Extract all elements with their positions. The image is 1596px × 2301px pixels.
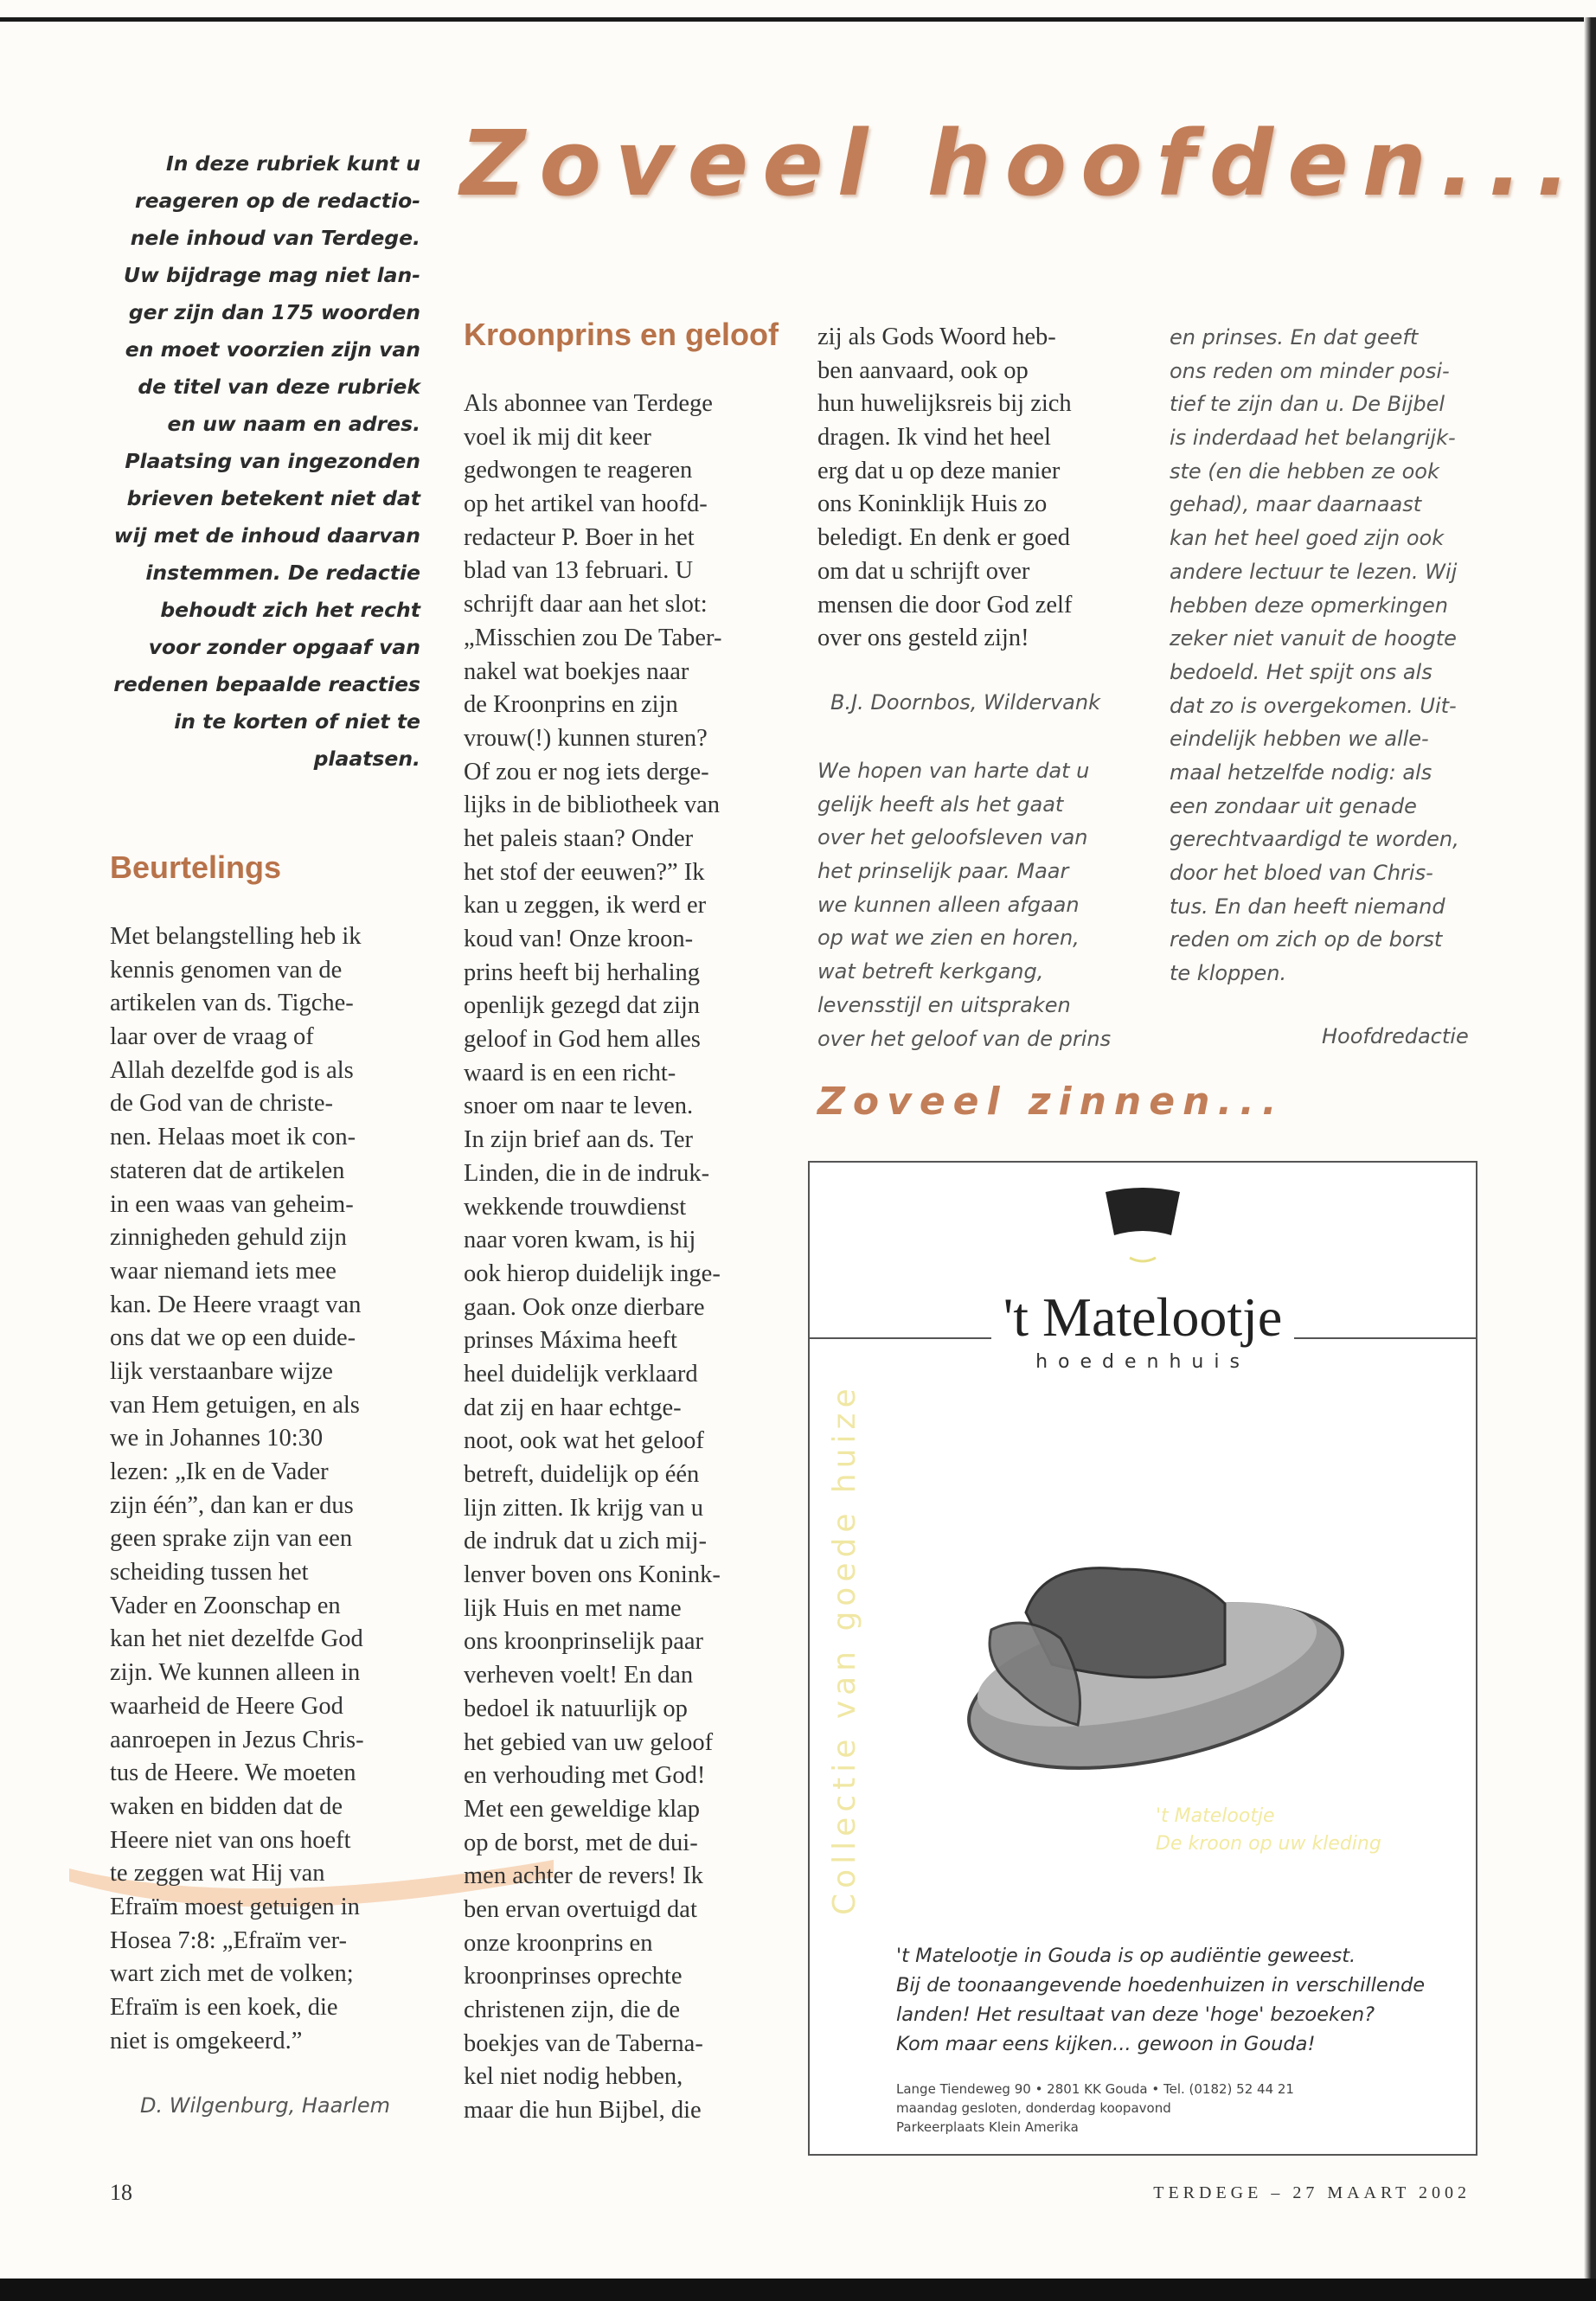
text-line: waard is en een richt- xyxy=(464,1059,676,1086)
bottom-border xyxy=(0,2279,1596,2301)
letter-heading-beurtelings: Beurtelings xyxy=(110,849,282,885)
text-line: ons Koninklijk Huis zo xyxy=(817,490,1048,518)
ad-copy xyxy=(896,1941,1425,2059)
text-line: kroonprinses oprechte xyxy=(464,1963,683,1990)
text-line: waar niemand iets mee xyxy=(110,1257,337,1285)
text-line: lijk verstaanbare wijze xyxy=(110,1357,333,1385)
text-line: gaan. Ook onze dierbare xyxy=(464,1293,705,1321)
text-line: mensen die door God zelf xyxy=(817,591,1073,619)
text-line: hun huwelijksreis bij zich xyxy=(817,390,1072,418)
text-line: zinnigheden gehuld zijn xyxy=(110,1224,347,1252)
text-line: de God van de christe- xyxy=(110,1090,333,1118)
text-line: het paleis staan? Onder xyxy=(464,824,694,852)
text-line: en prinses. En dat geeft xyxy=(1170,325,1419,349)
text-line: op het artikel van hoofd- xyxy=(464,490,708,518)
text-line: gerechtvaardigd te worden, xyxy=(1170,827,1459,852)
text-line: Plaatsing van ingezonden xyxy=(125,449,420,473)
text-line: we in Johannes 10:30 xyxy=(110,1425,324,1452)
text-line: Met een geweldige klap xyxy=(464,1795,701,1823)
text-line: Of zou er nog iets derge- xyxy=(464,758,709,785)
advertisement-matelootje xyxy=(808,1161,1477,2156)
reply-signature: Hoofdredactie xyxy=(1322,1024,1469,1048)
text-line: In deze rubriek kunt u xyxy=(166,151,420,176)
text-line: nakel wat boekjes naar xyxy=(464,657,689,685)
top-border xyxy=(0,17,1596,22)
text-line: We hopen van harte dat u xyxy=(817,759,1090,783)
text-line: verheven voelt! En dan xyxy=(464,1662,694,1689)
text-line: geloof in God hem alles xyxy=(464,1026,701,1054)
text-line: redenen bepaalde reacties xyxy=(113,672,420,696)
text-line: prinses Máxima heeft xyxy=(464,1327,677,1355)
text-line: koud van! Onze kroon- xyxy=(464,926,694,952)
text-line: christenen zijn, die de xyxy=(464,1997,681,2023)
text-line: ons reden om minder posi- xyxy=(1170,358,1450,383)
vertical-slogan: Collectie van goede huize xyxy=(827,1383,862,1915)
text-line: Hosea 7:8: „Efraïm ver- xyxy=(110,1926,348,1954)
text-line: „Misschien zou De Taber- xyxy=(464,624,722,651)
text-line: nen. Helaas moet ik con- xyxy=(110,1124,356,1151)
letter-heading-kroonprins: Kroonprins en geloof xyxy=(464,317,779,352)
letter-kroonprins-body-col2 xyxy=(464,388,784,2128)
text-line: een zondaar uit genade xyxy=(1170,793,1417,818)
text-line: bedoeld. Het spijt ons als xyxy=(1170,659,1433,684)
text-line: in te korten of niet te xyxy=(174,709,420,734)
text-line: ger zijn dan 175 woorden xyxy=(128,300,420,324)
text-line: Heere niet van ons hoeft xyxy=(110,1826,351,1854)
text-line: kan het niet dezelfde God xyxy=(110,1625,363,1653)
text-line: wekkende trouwdienst xyxy=(464,1193,687,1221)
letter-signature: D. Wilgenburg, Haarlem xyxy=(140,2093,390,2118)
text-line: in een waas van geheim- xyxy=(110,1190,354,1218)
text-line: wat betreft kerkgang, xyxy=(817,959,1044,984)
page-number: 18 xyxy=(110,2180,132,2205)
text-line: van Hem getuigen, en als xyxy=(110,1391,360,1419)
text-line: en moet voorzien zijn van xyxy=(125,337,420,362)
text-line: het gebied van uw geloof xyxy=(464,1728,714,1756)
text-line: laar over de vraag of xyxy=(110,1023,314,1051)
text-line: de indruk dat u zich mij- xyxy=(464,1528,707,1555)
text-line: is inderdaad het belangrijk- xyxy=(1170,426,1456,451)
text-line: eindelijk hebben we alle- xyxy=(1170,727,1429,752)
text-line: tus de Heere. We moeten xyxy=(110,1759,356,1787)
text-line: boekjes van de Taberna- xyxy=(464,2029,703,2057)
text-line: Allah dezelfde god is als xyxy=(110,1056,354,1084)
text-line: maar die hun Bijbel, die xyxy=(464,2097,702,2125)
text-line: kan u zeggen, ik werd er xyxy=(464,892,707,920)
editorial-reply-col4 xyxy=(1170,321,1490,990)
text-line: zij als Gods Woord heb- xyxy=(817,324,1056,350)
text-line: reageren op de redactio- xyxy=(135,189,420,213)
text-line: door het bloed van Chris- xyxy=(1170,861,1433,885)
text-line: ben aanvaard, ook op xyxy=(817,356,1029,384)
text-line: zijn. We kunnen alleen in xyxy=(110,1659,361,1687)
text-line: ons dat we op een duide- xyxy=(110,1324,356,1352)
text-line: plaatsen. xyxy=(313,747,420,771)
text-line: Parkeerplaats Klein Amerika xyxy=(896,2119,1079,2135)
text-line: maandag gesloten, donderdag koopavond xyxy=(896,2100,1171,2116)
text-line: scheiding tussen het xyxy=(110,1559,309,1586)
text-line: het stof der eeuwen?” Ik xyxy=(464,858,705,886)
text-line: geen sprake zijn van een xyxy=(110,1525,353,1553)
text-line: ben ervan overtuigd dat xyxy=(464,1895,697,1923)
text-line: over het geloof van de prins xyxy=(817,1026,1112,1051)
text-line: lijk Huis en met name xyxy=(464,1594,682,1622)
brand-name: 't Matelootje xyxy=(991,1286,1295,1348)
text-line: 't Matelootje xyxy=(1156,1805,1275,1827)
text-line: behoudt zich het recht xyxy=(160,598,420,622)
text-line: De kroon op uw kleding xyxy=(1156,1833,1381,1855)
text-line: waken en bidden dat de xyxy=(110,1792,343,1820)
text-line: Kom maar eens kijken... gewoon in Gouda! xyxy=(896,2033,1316,2055)
text-line: Vader en Zoonschap en xyxy=(110,1592,341,1619)
text-line: blad van 13 februari. U xyxy=(464,557,694,585)
text-line: nele inhoud van Terdege. xyxy=(130,226,420,250)
text-line: Uw bijdrage mag niet lan- xyxy=(124,263,420,287)
text-line: voor zonder opgaaf van xyxy=(148,635,420,659)
text-line: zeker niet vanuit de hoogte xyxy=(1170,626,1457,651)
hat-illustration xyxy=(948,1543,1346,1785)
rubric-intro xyxy=(104,145,420,778)
text-line: Efraïm moest getuigen in xyxy=(110,1893,360,1920)
text-line: beledigt. En denk er goed xyxy=(817,524,1071,552)
text-line: men achter de revers! Ik xyxy=(464,1862,703,1890)
text-line: tus. En dan heeft niemand xyxy=(1170,894,1445,919)
text-line: lijks in de bibliotheek van xyxy=(464,792,721,819)
text-line: artikelen van ds. Tigche- xyxy=(110,990,354,1017)
text-line: Als abonnee van Terdege xyxy=(464,390,713,417)
text-line: op wat we zien en horen, xyxy=(817,926,1080,951)
text-line: en uw naam en adres. xyxy=(167,412,420,436)
text-line: niet is omgekeerd.” xyxy=(110,2027,303,2054)
text-line: aanroepen in Jezus Chris- xyxy=(110,1726,364,1753)
text-line: over het geloofsleven van xyxy=(817,825,1088,850)
text-line: te kloppen. xyxy=(1170,961,1287,986)
text-line: 't Matelootje in Gouda is op audiëntie geweest. xyxy=(896,1945,1356,1967)
text-line: vrouw(!) kunnen sturen? xyxy=(464,724,708,752)
text-line: In zijn brief aan ds. Ter xyxy=(464,1126,693,1154)
page-edge-shadow xyxy=(1584,17,1596,2301)
text-line: erg dat u op deze manier xyxy=(817,457,1061,484)
text-line: stateren dat de artikelen xyxy=(110,1157,345,1184)
text-line: de Kroonprins en zijn xyxy=(464,691,678,719)
text-line: landen! Het resultaat van deze 'hoge' bezoeken? xyxy=(896,2003,1375,2026)
text-line: kan het heel goed zijn ook xyxy=(1170,526,1445,551)
brand-tagline: hoedenhuis xyxy=(1035,1351,1250,1373)
text-line: Met belangstelling heb ik xyxy=(110,923,362,950)
text-line: dragen. Ik vind het heel xyxy=(817,424,1051,452)
text-line: naar voren kwam, is hij xyxy=(464,1227,696,1254)
text-line: levensstijl en uitspraken xyxy=(817,992,1071,1017)
page-title: Zoveel hoofden... xyxy=(460,111,1585,216)
text-line: waarheid de Heere God xyxy=(110,1692,343,1720)
text-line: op de borst, met de dui- xyxy=(464,1829,698,1856)
text-line: over ons gesteld zijn! xyxy=(817,625,1029,652)
text-line: gedwongen te reageren xyxy=(464,457,693,484)
text-line: kel niet nodig hebben, xyxy=(464,2063,683,2091)
text-line: te zeggen wat Hij van xyxy=(110,1860,325,1888)
text-line: gehad), maar daarnaast xyxy=(1170,492,1422,517)
text-line: redacteur P. Boer in het xyxy=(464,523,695,551)
text-line: dat zij en haar echtge- xyxy=(464,1394,682,1421)
letter-signature: B.J. Doornbos, Wildervank xyxy=(830,690,1100,715)
section-subtitle: Zoveel zinnen... xyxy=(817,1080,1285,1124)
letter-kroonprins-body-col3 xyxy=(817,321,1138,656)
text-line: reden om zich op de borst xyxy=(1170,927,1443,952)
text-line: prins heeft bij herhaling xyxy=(464,958,701,986)
text-line: om dat u schrijft over xyxy=(817,557,1030,585)
text-line: noot, ook wat het geloof xyxy=(464,1427,704,1455)
text-line: dat zo is overgekomen. Uit- xyxy=(1170,693,1457,718)
text-line: openlijk gezegd dat zijn xyxy=(464,992,701,1020)
text-line: tief te zijn dan u. De Bijbel xyxy=(1170,392,1445,417)
text-line: Lange Tiendeweg 90 • 2801 KK Gouda • Tel. (0182) 52 44 21 xyxy=(896,2081,1294,2097)
text-line: zijn één”, dan kan er dus xyxy=(110,1491,354,1519)
text-line: heel duidelijk verklaard xyxy=(464,1360,698,1388)
text-line: kennis genomen van de xyxy=(110,956,343,984)
text-line: ook hierop duidelijk inge- xyxy=(464,1259,721,1287)
text-line: en verhouding met God! xyxy=(464,1762,706,1790)
text-line: gelijk heeft als het gaat xyxy=(817,792,1064,817)
text-line: maal hetzelfde nodig: als xyxy=(1170,760,1433,785)
text-line: snoer om naar te leven. xyxy=(464,1093,694,1120)
text-line: we kunnen alleen afgaan xyxy=(817,892,1080,917)
text-line: voel ik mij dit keer xyxy=(464,423,651,451)
text-line: andere lectuur te lezen. Wij xyxy=(1170,559,1458,584)
text-line: wij met de inhoud daarvan xyxy=(113,523,420,548)
ad-address xyxy=(896,2080,1294,2137)
ad-slogan xyxy=(1156,1803,1381,1858)
text-line: ste (en die hebben ze ook xyxy=(1170,458,1439,484)
editorial-reply-col3 xyxy=(817,754,1138,1055)
text-line: de titel van deze rubriek xyxy=(138,375,420,399)
text-line: het prinselijk paar. Maar xyxy=(817,859,1069,884)
text-line: betreft, duidelijk op één xyxy=(464,1461,700,1488)
text-line: brieven betekent niet dat xyxy=(126,486,420,510)
text-line: hebben deze opmerkingen xyxy=(1170,593,1448,618)
text-line: Efraïm is een koek, die xyxy=(110,1994,338,2021)
text-line: lenver boven ons Konink- xyxy=(464,1561,721,1589)
text-line: wart zich met de volken; xyxy=(110,1960,354,1988)
hat-logo-icon xyxy=(1104,1187,1182,1265)
text-line: schrijft daar aan het slot: xyxy=(464,591,708,619)
text-line: instemmen. De redactie xyxy=(145,561,420,585)
text-line: lezen: „Ik en de Vader xyxy=(110,1458,329,1485)
text-line: ons kroonprinselijk paar xyxy=(464,1628,704,1656)
text-line: Linden, die in de indruk- xyxy=(464,1159,710,1187)
text-line: lijn zitten. Ik krijg van u xyxy=(464,1494,704,1522)
text-line: Bij de toonaangevende hoedenhuizen in verschillende xyxy=(896,1974,1426,1997)
publication-footer: TERDEGE – 27 MAART 2002 xyxy=(1153,2183,1471,2202)
letter-beurtelings-body xyxy=(110,920,430,2058)
text-line: onze kroonprins en xyxy=(464,1929,653,1957)
text-line: bedoel ik natuurlijk op xyxy=(464,1695,688,1722)
text-line: kan. De Heere vraagt van xyxy=(110,1291,362,1318)
